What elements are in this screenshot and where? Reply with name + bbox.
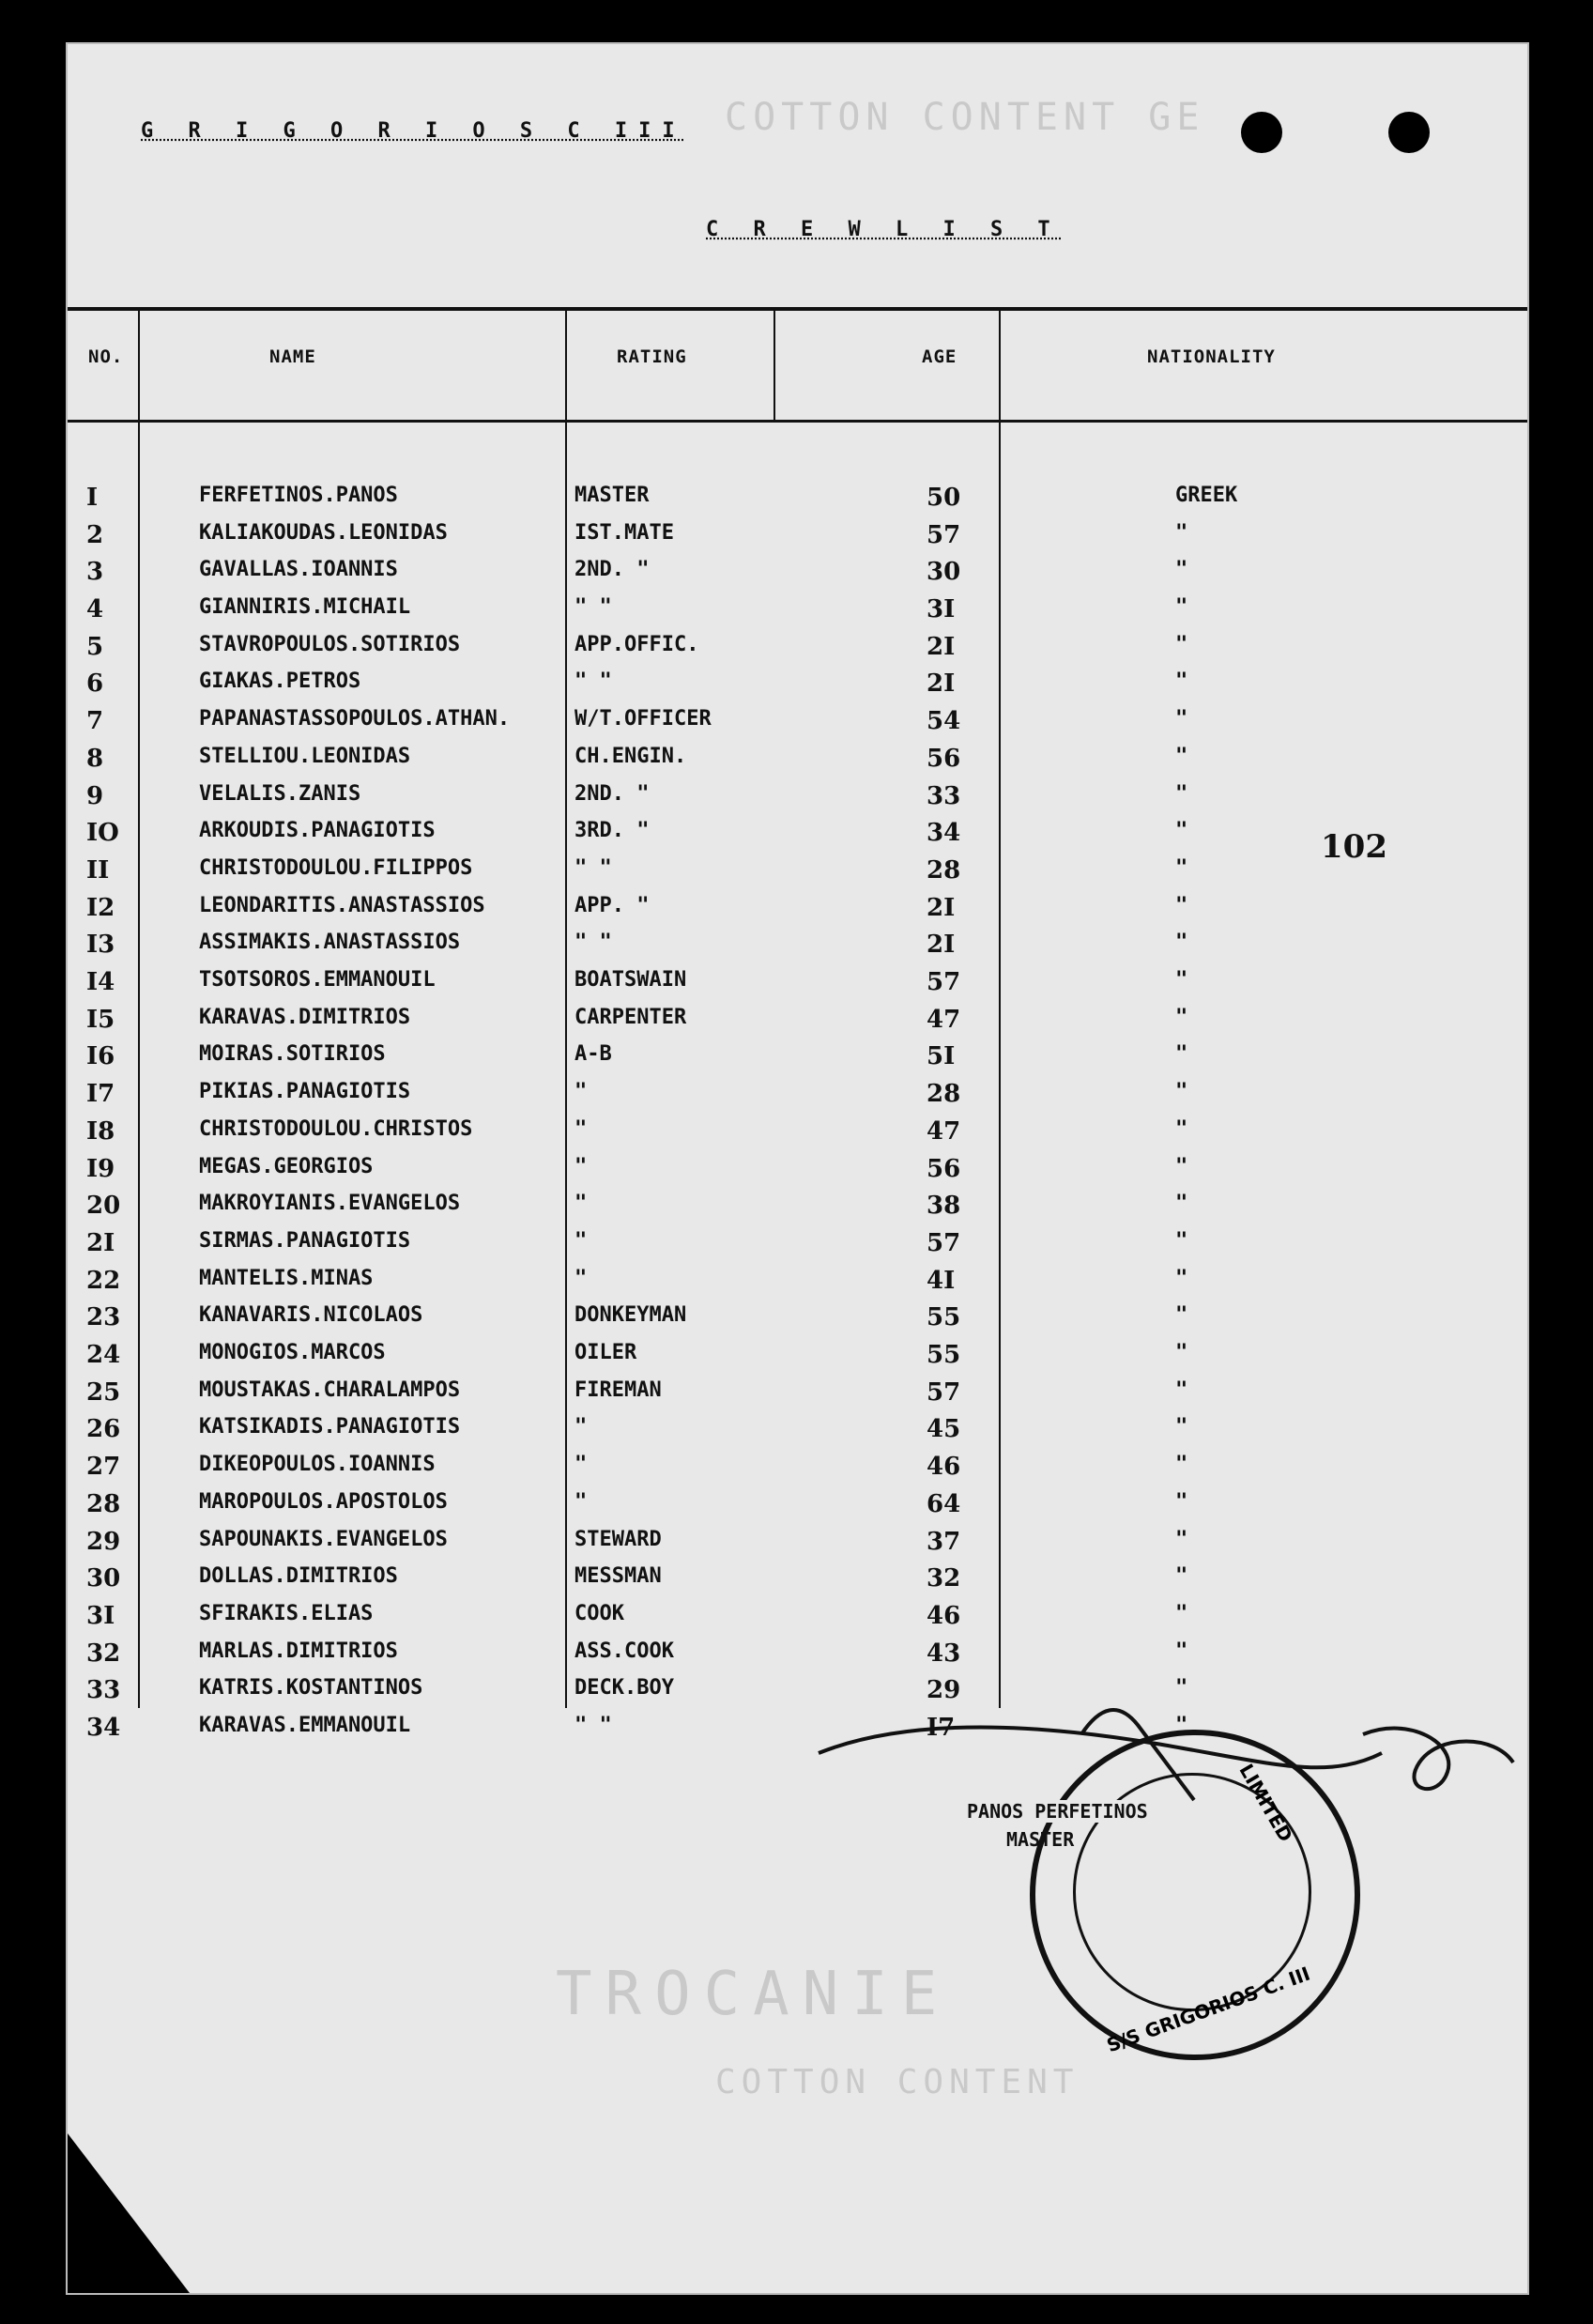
cell-age: 2I xyxy=(927,931,956,960)
cell-rating: CH.ENGIN. xyxy=(574,744,687,768)
cell-nationality: " xyxy=(1175,1154,1188,1178)
header-no: NO. xyxy=(88,346,124,367)
cell-age: 2I xyxy=(927,893,956,922)
cell-no: 2I xyxy=(86,1228,115,1257)
cell-name: STAVROPOULOS.SOTIRIOS xyxy=(199,632,461,656)
cell-age: I7 xyxy=(927,1714,956,1742)
cell-nationality: " xyxy=(1175,595,1188,620)
cell-nationality: " xyxy=(1175,669,1188,694)
cell-name: KANAVARIS.NICOLAOS xyxy=(199,1303,423,1328)
cell-name: SAPOUNAKIS.EVANGELOS xyxy=(199,1527,448,1551)
cell-rating: 2ND. " xyxy=(574,781,650,806)
cell-rating: BOATSWAIN xyxy=(574,968,687,993)
cell-no: 7 xyxy=(86,707,104,736)
cell-no: 24 xyxy=(86,1341,121,1370)
cell-age: 45 xyxy=(927,1415,961,1444)
cell-age: 28 xyxy=(927,1080,961,1109)
cell-age: 37 xyxy=(927,1527,961,1556)
document-page xyxy=(66,42,1529,2295)
cell-no: I2 xyxy=(86,893,115,922)
cell-no: 28 xyxy=(86,1489,121,1518)
cell-age: 30 xyxy=(927,558,961,587)
cell-age: 33 xyxy=(927,781,961,810)
cell-nationality: " xyxy=(1175,1116,1188,1141)
header-name: NAME xyxy=(269,346,316,367)
cell-age: 55 xyxy=(927,1303,961,1332)
cell-no: 9 xyxy=(86,781,104,810)
cell-rating: DONKEYMAN xyxy=(574,1303,687,1328)
cell-nationality: " xyxy=(1175,1415,1188,1439)
cell-no: 26 xyxy=(86,1415,121,1444)
cell-nationality: " xyxy=(1175,1228,1188,1253)
cell-name: ARKOUDIS.PANAGIOTIS xyxy=(199,819,436,843)
cell-age: 46 xyxy=(927,1601,961,1630)
cell-name: GIAKAS.PETROS xyxy=(199,669,361,694)
cell-rating: 2ND. " xyxy=(574,558,650,582)
cell-rating: " " xyxy=(574,669,612,694)
header-nationality: NATIONALITY xyxy=(1147,346,1276,367)
cell-age: 64 xyxy=(927,1489,961,1518)
cell-name: DOLLAS.DIMITRIOS xyxy=(199,1564,398,1589)
cell-no: 2 xyxy=(86,520,104,549)
cell-rating: " xyxy=(574,1116,588,1141)
cell-rating: MASTER xyxy=(574,484,650,507)
cell-nationality: " xyxy=(1175,1489,1188,1514)
cell-age: 43 xyxy=(927,1639,961,1668)
cell-nationality: " xyxy=(1175,1377,1188,1402)
cell-nationality: " xyxy=(1175,1714,1188,1737)
cell-name: MOIRAS.SOTIRIOS xyxy=(199,1042,386,1067)
watermark-text: COTTON CONTENT xyxy=(715,2063,1080,2101)
cell-no: 34 xyxy=(86,1714,121,1742)
cell-rating: APP. " xyxy=(574,893,650,917)
cell-no: I8 xyxy=(86,1116,115,1146)
cell-no: 20 xyxy=(86,1192,121,1221)
cell-nationality: " xyxy=(1175,1676,1188,1701)
cell-nationality: " xyxy=(1175,1192,1188,1216)
cell-no: I9 xyxy=(86,1154,115,1183)
cell-name: CHRISTODOULOU.FILIPPOS xyxy=(199,855,473,880)
cell-name: PAPANASTASSOPOULOS.ATHAN. xyxy=(199,707,511,731)
cell-no: 8 xyxy=(86,744,104,773)
cell-rating: " " xyxy=(574,855,612,880)
punch-hole xyxy=(1388,112,1430,153)
column-divider xyxy=(565,309,567,1708)
header-age: AGE xyxy=(922,346,957,367)
cell-rating: " xyxy=(574,1228,588,1253)
cell-rating: " xyxy=(574,1080,588,1104)
cell-age: 28 xyxy=(927,855,961,885)
cell-age: 50 xyxy=(927,484,961,512)
column-divider xyxy=(774,309,775,422)
cell-no: I4 xyxy=(86,968,115,997)
cell-age: 2I xyxy=(927,632,956,661)
cell-no: I7 xyxy=(86,1080,115,1109)
cell-nationality: " xyxy=(1175,1453,1188,1477)
cell-name: CHRISTODOULOU.CHRISTOS xyxy=(199,1116,473,1141)
cell-rating: 3RD. " xyxy=(574,819,650,843)
cell-no: IO xyxy=(86,819,119,848)
cell-age: 2I xyxy=(927,669,956,699)
cell-no: 5 xyxy=(86,632,104,661)
cell-nationality: " xyxy=(1175,520,1188,545)
stamp-top-text: LIMITED xyxy=(1234,1760,1297,1846)
cell-rating: FIREMAN xyxy=(574,1377,662,1402)
cell-nationality: " xyxy=(1175,893,1188,917)
cell-name: KARAVAS.DIMITRIOS xyxy=(199,1005,411,1029)
cell-rating: " xyxy=(574,1415,588,1439)
cell-age: 56 xyxy=(927,1154,961,1183)
cell-nationality: " xyxy=(1175,1042,1188,1067)
cell-rating: COOK xyxy=(574,1601,624,1625)
cell-rating: " xyxy=(574,1154,588,1178)
watermark-text: COTTON CONTENT GE xyxy=(725,96,1205,139)
cell-rating: " " xyxy=(574,931,612,955)
cell-age: 57 xyxy=(927,520,961,549)
cell-name: KATRIS.KOSTANTINOS xyxy=(199,1676,423,1701)
cell-name: DIKEOPOULOS.IOANNIS xyxy=(199,1453,436,1477)
stamp-bottom-text: S/S GRIGORIOS C. III xyxy=(1103,1962,1313,2057)
cell-rating: A-B xyxy=(574,1042,612,1067)
cell-name: KALIAKOUDAS.LEONIDAS xyxy=(199,520,448,545)
cell-name: LEONDARITIS.ANASTASSIOS xyxy=(199,893,485,917)
cell-name: MARLAS.DIMITRIOS xyxy=(199,1639,398,1663)
cell-no: I xyxy=(86,484,99,512)
cell-nationality: " xyxy=(1175,558,1188,582)
cell-nationality: " xyxy=(1175,707,1188,731)
cell-name: KARAVAS.EMMANOUIL xyxy=(199,1714,411,1737)
table-top-rule xyxy=(68,307,1527,311)
cell-nationality: " xyxy=(1175,1601,1188,1625)
cell-nationality: " xyxy=(1175,1005,1188,1029)
signatory-name: PANOS PERFETINOS xyxy=(967,1800,1148,1823)
watermark-text: TROCANIE xyxy=(556,1960,951,2029)
cell-nationality: " xyxy=(1175,1303,1188,1328)
cell-rating: DECK.BOY xyxy=(574,1676,674,1701)
cell-no: 22 xyxy=(86,1266,121,1295)
cell-name: GAVALLAS.IOANNIS xyxy=(199,558,398,582)
cell-no: 23 xyxy=(86,1303,121,1332)
cell-age: 55 xyxy=(927,1341,961,1370)
cell-nationality: GREEK xyxy=(1175,484,1238,507)
cell-rating: " xyxy=(574,1453,588,1477)
cell-age: 4I xyxy=(927,1266,956,1295)
cell-name: PIKIAS.PANAGIOTIS xyxy=(199,1080,411,1104)
cell-name: MONOGIOS.MARCOS xyxy=(199,1341,386,1365)
cell-nationality: " xyxy=(1175,1527,1188,1551)
cell-no: 30 xyxy=(86,1564,121,1593)
cell-rating: " " xyxy=(574,595,612,620)
cell-nationality: " xyxy=(1175,931,1188,955)
cell-nationality: " xyxy=(1175,744,1188,768)
cell-name: FERFETINOS.PANOS xyxy=(199,484,398,507)
cell-age: 57 xyxy=(927,1228,961,1257)
document-title: C R E W L I S T xyxy=(706,218,1062,241)
folded-corner xyxy=(68,2133,190,2293)
column-divider xyxy=(138,309,140,1708)
cell-name: MOUSTAKAS.CHARALAMPOS xyxy=(199,1377,461,1402)
cell-no: I3 xyxy=(86,931,115,960)
cell-rating: CARPENTER xyxy=(574,1005,687,1029)
cell-rating: STEWARD xyxy=(574,1527,662,1551)
cell-nationality: " xyxy=(1175,855,1188,880)
cell-age: 54 xyxy=(927,707,961,736)
header-rating: RATING xyxy=(617,346,687,367)
cell-no: 3 xyxy=(86,558,104,587)
table-header-rule xyxy=(68,420,1527,423)
cell-no: I6 xyxy=(86,1042,115,1071)
cell-nationality: " xyxy=(1175,968,1188,993)
cell-no: 6 xyxy=(86,669,104,699)
cell-name: VELALIS.ZANIS xyxy=(199,781,361,806)
cell-age: 34 xyxy=(927,819,961,848)
cell-name: MAROPOULOS.APOSTOLOS xyxy=(199,1489,448,1514)
cell-no: 4 xyxy=(86,595,104,624)
cell-no: 3I xyxy=(86,1601,115,1630)
cell-age: 56 xyxy=(927,744,961,773)
cell-name: MEGAS.GEORGIOS xyxy=(199,1154,374,1178)
signatory-role: MASTER xyxy=(1006,1828,1075,1851)
cell-name: SIRMAS.PANAGIOTIS xyxy=(199,1228,411,1253)
cell-rating: OILER xyxy=(574,1341,637,1365)
cell-age: 32 xyxy=(927,1564,961,1593)
cell-name: SFIRAKIS.ELIAS xyxy=(199,1601,374,1625)
cell-rating: MESSMAN xyxy=(574,1564,662,1589)
cell-nationality: " xyxy=(1175,819,1188,843)
cell-age: 57 xyxy=(927,1377,961,1407)
cell-nationality: " xyxy=(1175,781,1188,806)
cell-no: 29 xyxy=(86,1527,121,1556)
cell-name: STELLIOU.LEONIDAS xyxy=(199,744,411,768)
cell-rating: " " xyxy=(574,1714,612,1737)
column-divider xyxy=(999,309,1001,1708)
cell-rating: IST.MATE xyxy=(574,520,674,545)
cell-rating: " xyxy=(574,1489,588,1514)
cell-nationality: " xyxy=(1175,1266,1188,1290)
cell-rating: " xyxy=(574,1266,588,1290)
punch-hole xyxy=(1241,112,1282,153)
cell-rating: ASS.COOK xyxy=(574,1639,674,1663)
cell-name: ASSIMAKIS.ANASTASSIOS xyxy=(199,931,461,955)
cell-rating: APP.OFFIC. xyxy=(574,632,699,656)
cell-nationality: " xyxy=(1175,1341,1188,1365)
cell-no: 27 xyxy=(86,1453,121,1482)
cell-nationality: " xyxy=(1175,1639,1188,1663)
cell-name: MAKROYIANIS.EVANGELOS xyxy=(199,1192,461,1216)
cell-age: 46 xyxy=(927,1453,961,1482)
cell-rating: W/T.OFFICER xyxy=(574,707,712,731)
cell-no: II xyxy=(86,855,110,885)
cell-age: 47 xyxy=(927,1005,961,1034)
cell-age: 47 xyxy=(927,1116,961,1146)
cell-nationality: " xyxy=(1175,632,1188,656)
cell-name: MANTELIS.MINAS xyxy=(199,1266,374,1290)
ship-header: G R I G O R I O S C III xyxy=(141,119,686,143)
signature-scribble xyxy=(800,1697,1529,1828)
cell-name: TSOTSOROS.EMMANOUIL xyxy=(199,968,436,993)
cell-age: 57 xyxy=(927,968,961,997)
cell-nationality: " xyxy=(1175,1564,1188,1589)
cell-rating: " xyxy=(574,1192,588,1216)
cell-no: I5 xyxy=(86,1005,115,1034)
cell-name: KATSIKADIS.PANAGIOTIS xyxy=(199,1415,461,1439)
cell-age: 5I xyxy=(927,1042,956,1071)
page-number: 102 xyxy=(1321,828,1387,866)
cell-nationality: " xyxy=(1175,1080,1188,1104)
cell-no: 33 xyxy=(86,1676,121,1705)
cell-age: 3I xyxy=(927,595,956,624)
cell-no: 32 xyxy=(86,1639,121,1668)
cell-no: 25 xyxy=(86,1377,121,1407)
cell-name: GIANNIRIS.MICHAIL xyxy=(199,595,411,620)
cell-age: 38 xyxy=(927,1192,961,1221)
cell-age: 29 xyxy=(927,1676,961,1705)
